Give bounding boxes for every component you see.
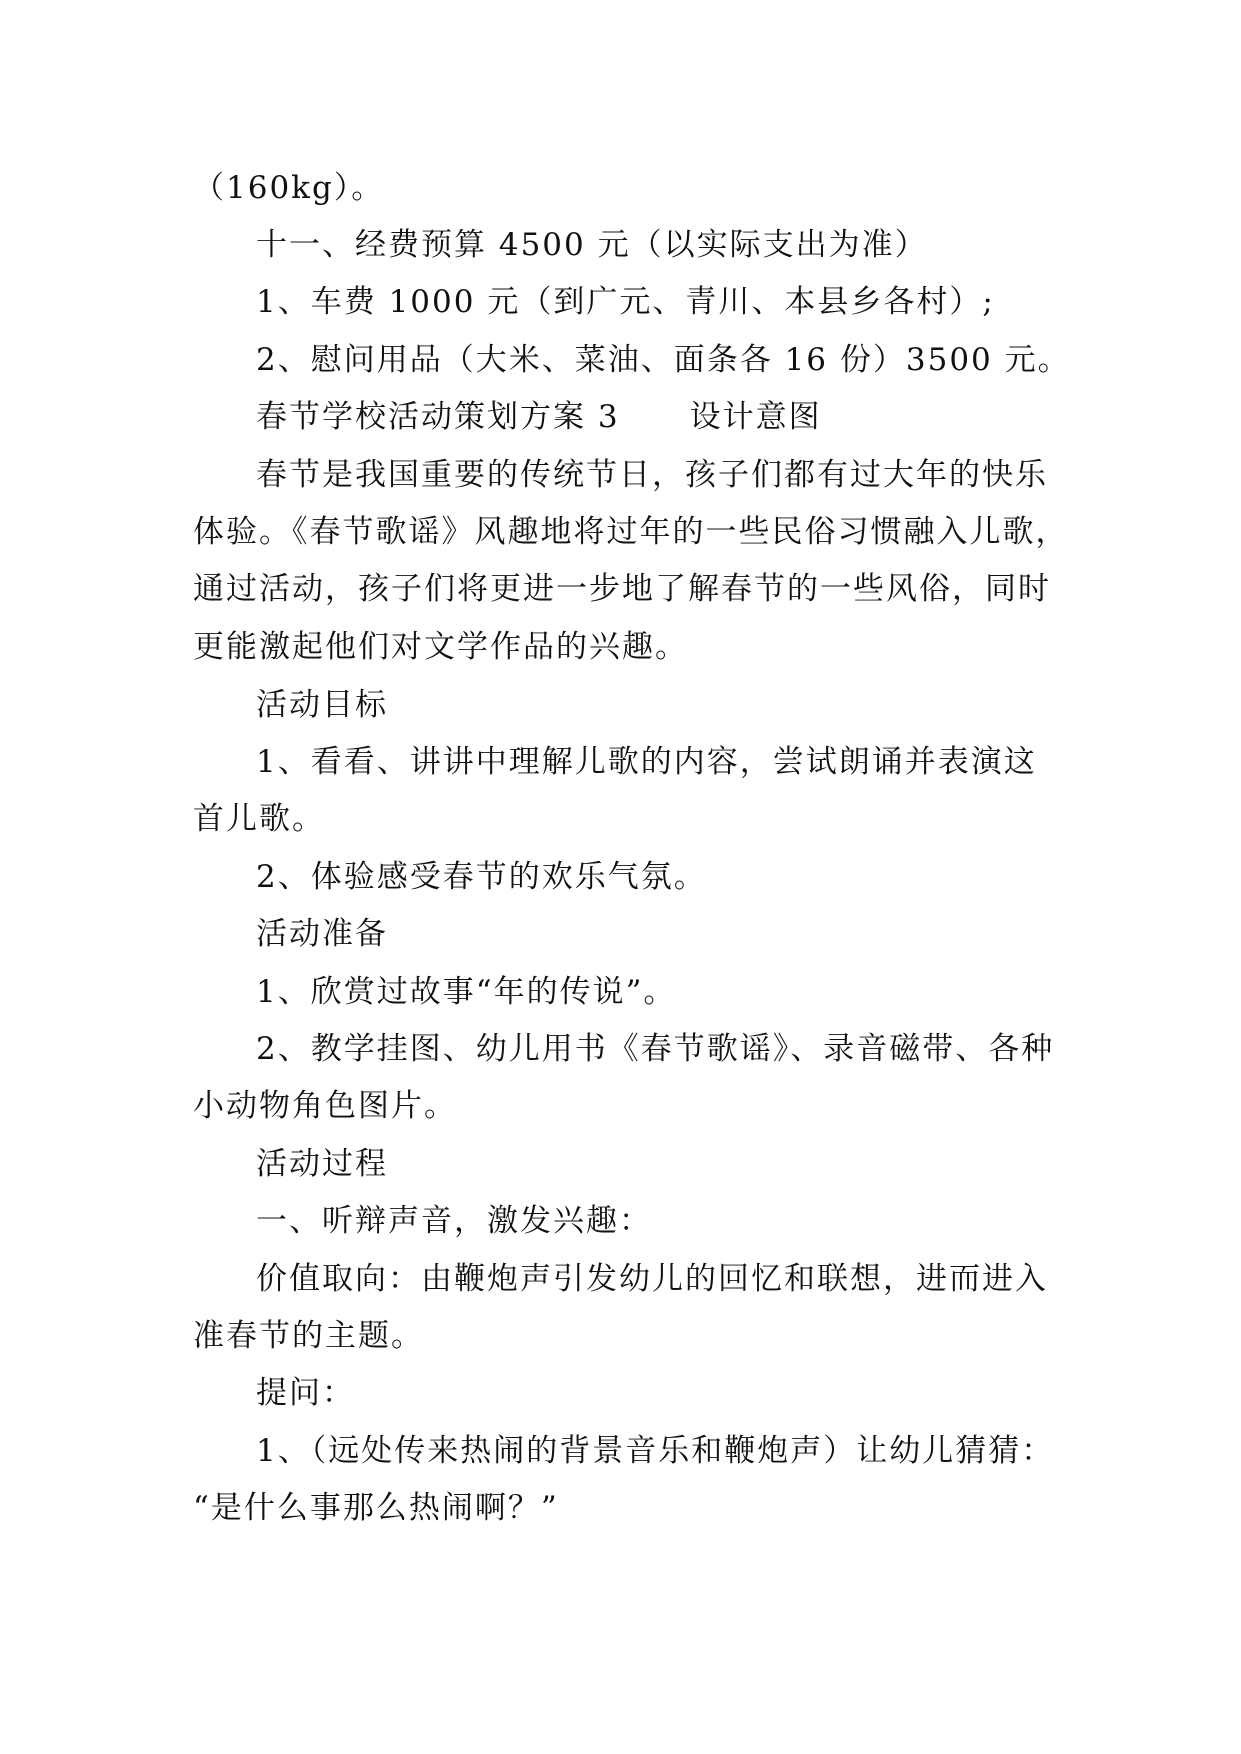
section-heading-preparation: 活动准备 [256, 916, 388, 952]
text-line: 准春节的主题。 [193, 1318, 424, 1354]
text-line: 春节是我国重要的传统节日，孩子们都有过大年的快乐 [256, 457, 1048, 493]
text-line: 首儿歌。 [193, 801, 325, 837]
section-heading-process: 活动过程 [256, 1146, 388, 1182]
text-line: 提问： [256, 1375, 355, 1411]
text-line: 体验。《春节歌谣》风趣地将过年的一些民俗习惯融入儿歌， [193, 514, 1069, 550]
plan-title-line [256, 397, 822, 437]
text-line: “是什么事那么热闹啊？” [193, 1490, 559, 1526]
text-line: 更能激起他们对文学作品的兴趣。 [193, 629, 688, 665]
plan-title: 春节学校活动策划方案 3 [256, 399, 620, 435]
text-line: 2、体验感受春节的欢乐气氛。 [256, 859, 707, 895]
text-line: 1、车费 1000 元（到广元、青川、本县乡各村）; [256, 284, 995, 320]
text-line: （160kg）。 [193, 170, 385, 206]
text-line: 1、欣赏过故事“年的传说”。 [256, 974, 677, 1010]
text-line: 1、（远处传来热闹的背景音乐和鞭炮声）让幼儿猜猜： [256, 1433, 1055, 1469]
text-line: 2、教学挂图、幼儿用书《春节歌谣》、录音磁带、各种 [256, 1031, 1055, 1067]
text-line: 小动物角色图片。 [193, 1088, 457, 1124]
section-heading-goals: 活动目标 [256, 687, 388, 723]
text-line: 价值取向：由鞭炮声引发幼儿的回忆和联想，进而进入 [256, 1261, 1048, 1297]
section-heading-budget: 十一、经费预算 4500 元（以实际支出为准） [256, 227, 928, 263]
section-heading-design-intent: 设计意图 [689, 399, 822, 435]
text-line: 通过活动，孩子们将更进一步地了解春节的一些风俗，同时 [193, 571, 1051, 607]
text-line: 1、看看、讲讲中理解儿歌的内容，尝试朗诵并表演这 [256, 744, 1037, 780]
text-line: 一、听辩声音，激发兴趣： [256, 1203, 652, 1239]
text-line: 2、慰问用品（大米、菜油、面条各 16 份）3500 元。 [256, 342, 1071, 378]
